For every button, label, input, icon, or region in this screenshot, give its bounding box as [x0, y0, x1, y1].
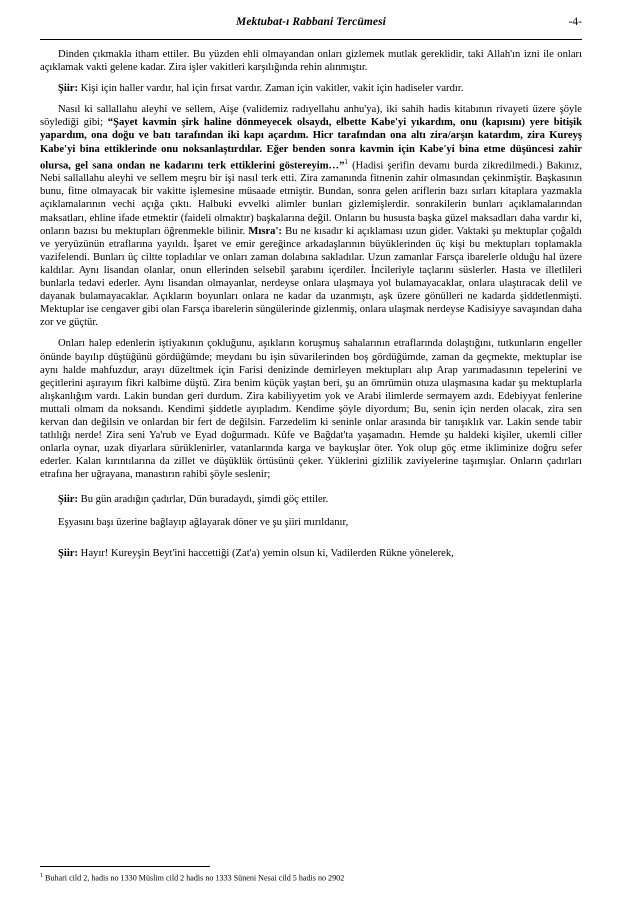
misra-text: Bu ne kısadır ki açıklaması uzun gider. Vaktaki şu mektuplar çoğaldı ve yeryüzünün etraflarına yayıldı. İşaret ve emir gereğince arkadaşlarının büyüklerinden üç kişi bu mektupları toplamakla vazifelendi. Bunları üç ciltte topladılar ve onları zaman dolabına sakladılar. Uzun zamanlar Farsça ibarelerle olduğu hal üzere kaldılar. Aynı lisandan olanlar, onun ellerinden selsebil şarabını içerdiler. İncileriyle taçlarını süslerler. Hasta ve illetlileri bunlarla tedavi ederler. Aynı lisandan olmayanlar, nerdeyse onlara ulaşmaya yol bulamayacaklar, onlara ulaştıracak delil ve dayanak bulamayacaklar. Açıkların boyunları onlara ne kadar da uzanmıştı, aşk üzere gönülleri ne kadarda şiddetlenmişti. Mektuplar ise cengaver gibi olan Farsça ibarelerin süngülerinde gizlenmiş, onlara ulaşmak nerdeyse Kadisiyye savaşından daha zor ve güçtür. [40, 225, 582, 329]
footnote-entry [40, 871, 582, 884]
paragraph-interlude: Eşyasını başı üzerine bağlayıp ağlayarak döner ve şu şiiri mırıldanır, [58, 516, 349, 528]
verse-text-1: Kişi için haller vardır, hal için fırsat vardır. Zaman için vakitler, vakit için hadiseler vardır. [78, 83, 464, 95]
footnote-divider [40, 866, 210, 867]
verse-block-1 [40, 82, 582, 95]
paragraph-hadith [40, 103, 582, 329]
hadith-intro: Nasıl ki sallallahu aleyhi ve sellem, Aişe (validemiz radıyellahu anhu'ya), iki sahih hadis kitabının rivayeti üzere şöyle söylediği gibi; [40, 104, 582, 129]
paragraph-translation-story: Onları halep edenlerin iştiyakının çokluğunu, aşıkların koruşmuş sahalarının etraflarında dolaştığını, tutkunların engeller önünde bayılıp düştüğünü gördüğümde; meydanı bu işin süvarilerinden boş gördüğümde, zaman da geçmekte, mektuplar ise aynı halde mahfuzdur, arayı düzeltmek için Farisi denizinde demirleyen mektupları alıp Arap yarımadasının tepelerini ve geçitlerini aşırayım fikri kalbime düştü. Zira benim küçük yaştan beri, şu an ömrümün otuza ulaşmasına kadar şu mektuplarla alışkanlığım vardı. Lakin bundan geri durdum. Zira kabiliyyetim yok ve Arabi ilimlerde sermayem azdı. Edebiyyat fenlerine muttali olmam da noksandı. Kendimi şiddetle ayıpladım. Kendime şöyle diyordum; Bu, senin için nerden olacak, zira sen kervan dan değilsin ve onlardan bir fert de değilsin. Farzedelim ki seninle onlar arasında bir tanışıklık var. Lakin sende tabir tatlılığı nerde! Zira seni Ya'rub ve Eyad doğurmadı. Kûfe ve Bağdat'ta yaşamadın. Hemde şu haldeki kişiler, ukemli ciller onlarla oynar, uzak diyarlara sürüklenirler, vatanlarında karga ve baykuşlar öter. Yok olup göç etme ikliminize doğru sefer ederler. Kalan kırıntılarına da zillet ve düşüklük örtüsünü çeker. Yüklerini gizlilik zaviyelerine taşımışlar. Onların çadırları etrafına her uğrayana, manastırın rahibi şöyle seslenir; [40, 338, 582, 481]
verse-block-2 [40, 493, 582, 506]
verse-label-2: Şiir: [58, 494, 79, 506]
footnote-marker: 1 [40, 873, 43, 880]
paragraph-opening: Dinden çıkmakla itham ettiler. Bu yüzden ehli olmayandan onları gizlemek mutlak gereklidir, taki Allah'ın izni ile onları açıklamak vakti gelene kadar. Zira işler vakitleri karşılığında rehin alınmıştır. [40, 49, 582, 74]
verse-text-3: Hayır! Kureyşin Beyt'ini haccettiği (Zat'a) yemin olsun ki, Vadilerden Rükne yönelerek, [78, 547, 454, 559]
verse-label-3: Şiir: [58, 547, 79, 559]
hadith-quote: “Şayet kavmin şirk haline dönmeyecek olsaydı, elbette Kabe'yi yıkardım, onu (kapısını) yere bitişik yapardım, ona doğu ve batı tarafından iki kapı açardım. Hicr tarafından ona altı zira/arşın katardım, zira Kureyş Kabe'yi bina ettiklerinde onu noksanlaştırdılar. Eğer benden sonra kavmin için Kabe'yi bina etme düşüncesi zahir olursa, gel sana ondan ne kadarını terk ettiklerini göstereyim…” [40, 117, 582, 172]
verse-group [40, 493, 582, 559]
verse-text-2: Bu gün aradığın çadırlar, Dün buradaydı, şimdi göç ettiler. [78, 494, 329, 506]
page-number: -4- [568, 16, 582, 28]
verse-label-1: Şiir: [58, 83, 79, 95]
header-divider [40, 39, 582, 40]
verse-block-3 [40, 547, 582, 560]
footnote-reference: 1 [344, 157, 348, 166]
page-body [40, 48, 582, 560]
footnote-text: Buhari cild 2, hadis no 1330 Müslim cild 2 hadis no 1333 Süneni Nesai cild 5 hadis no 2902 [43, 874, 345, 883]
spacer [40, 538, 582, 547]
spacer [40, 484, 582, 493]
misra-label: Mısra': [248, 225, 282, 237]
footnote-area [40, 866, 582, 884]
hadith-commentary: (Hadisi şerifin devamı burda zikredilmedi.) Bakınız, Nebi sallallahu aleyhi ve sellem meşru bir işi nasıl terk etti. Zira zamanında fitnenin zahir olmasından çekinmiştir. Başkasının bunu, fitne olmayacak bir vakitte işlemesine müsaade etmiştir. Bundan, sonra gelen ariflerin bazı sırları kitaplara yazmakla açıklamalarının vechi açığa çıktı. Halbuki evvelki alimler bunları gizlemişlerdir. sonrakilerin bunları açıklamalarından maksatları, ehline ifade etmektir (faideli olmaktır) başkalarına değil. Onların bu hususta başka güzel maksadları daha vardır ki, onların bazısı bu mektupları öğrenmekle bilinir. [40, 160, 582, 237]
page-header [40, 16, 582, 36]
book-title: Mektubat-ı Rabbani Tercümesi [236, 16, 386, 28]
